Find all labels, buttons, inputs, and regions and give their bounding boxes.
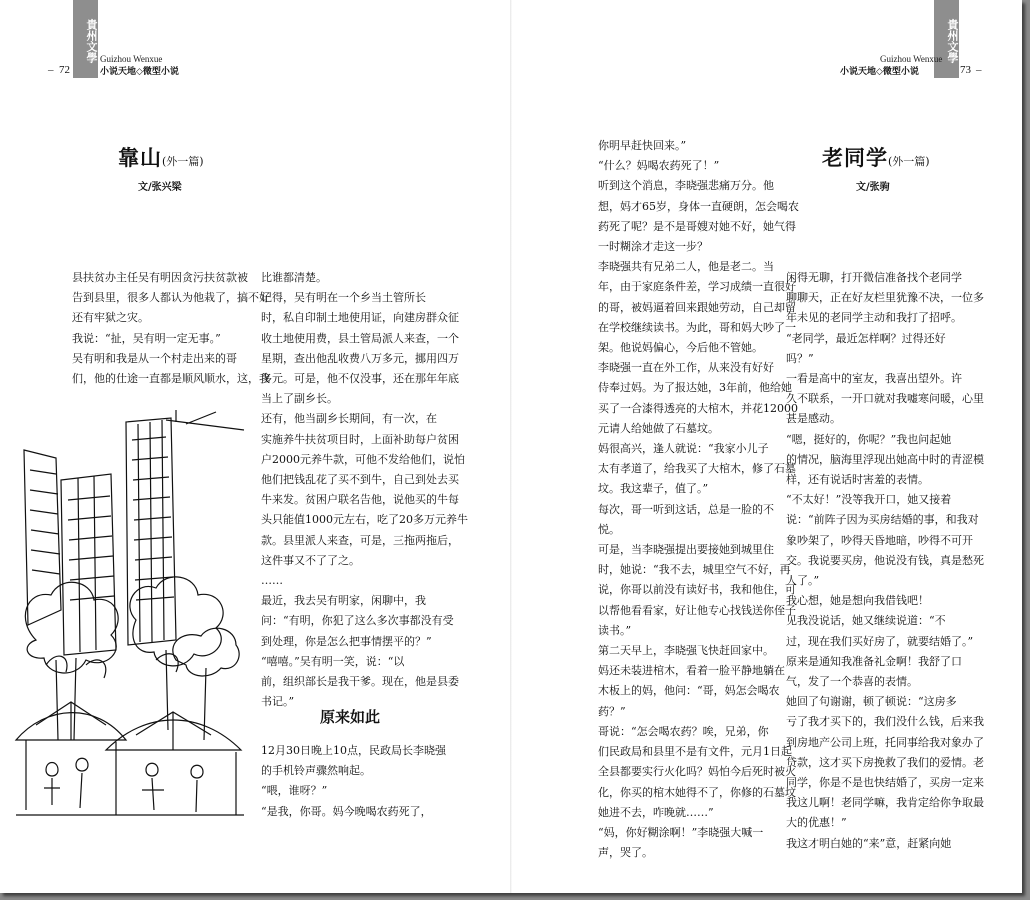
story-author: 文/张驹: [856, 182, 890, 193]
story-title-laotongxue: [822, 142, 930, 172]
text-line: 多元。可是，他不仅没事，还在那年年底: [261, 372, 459, 386]
text-line: 贷款，这才买下房挽救了我们的爱情。老: [786, 755, 984, 769]
text-line: 听到这个消息，李晓强悲痛万分。他: [598, 179, 774, 193]
text-line: 元请人给她做了石墓坟。: [598, 421, 719, 435]
text-line: 药死了呢？是不是哥嫂对她不好，她气得: [598, 219, 796, 233]
text-line: 妈还未装进棺木，看着一脸平静地躺在: [598, 664, 785, 678]
text-line: 他们把钱乱花了买不到牛，自己到处去买: [261, 473, 459, 487]
city-sketch-illustration: [16, 410, 244, 820]
text-line: 时，她说：“我不去，城里空气不好，再: [598, 563, 791, 577]
text-line: 告到县里，很多人都认为他栽了，搞不好: [72, 291, 270, 305]
text-line: “嗯，挺好的，你呢？”我也问起她: [786, 432, 952, 446]
magazine-name-en-right: Guizhou Wenxue: [880, 54, 943, 64]
text-line: 到房地产公司上班，托同事给我对象办了: [786, 735, 984, 749]
text-line: “不太好！”没等我开口，她又接着: [786, 493, 952, 507]
text-line: 李晓强共有兄弟二人，他是老二。当: [598, 260, 774, 274]
text-column-3: [598, 136, 799, 863]
text-line: 我这儿啊！老同学嘛，我肯定给你争取最: [786, 796, 984, 810]
text-line: 们民政局和县里不是有文件，元月1日起: [598, 745, 792, 759]
text-line: 木板上的妈，他问：“哥，妈怎会喝农: [598, 684, 780, 698]
text-line: 交。我说要买房，他说没有钱，真是愁死: [786, 553, 984, 567]
text-line: 的情况，脑海里浮现出她高中时的青涩模: [786, 452, 984, 466]
story-author: 文/张兴梁: [138, 182, 182, 193]
text-line: 书记。”: [261, 695, 295, 709]
text-line: 买了一合漆得透亮的大棺木，并花12000: [598, 401, 798, 415]
magazine-name-en-left: Guizhou Wenxue: [100, 54, 163, 64]
text-line: 当上了副乡长。: [261, 392, 338, 406]
text-line: 样，还有说话时害羞的表情。: [786, 473, 929, 487]
text-line: 悦。: [598, 522, 620, 536]
text-line: 我说：“扯，吴有明一定无事。”: [72, 331, 221, 345]
page-number-dash-left: –: [48, 64, 54, 76]
story-title-text: 老同学: [822, 145, 888, 170]
text-line: 收土地使用费，县土管局派人来查，一个: [261, 331, 459, 345]
text-line: 比谁都清楚。: [261, 271, 327, 284]
text-line: 她进不去，咋晚就……”: [598, 805, 714, 819]
text-line: 牛来发。贫困户联名告他，说他买的牛每: [261, 493, 459, 507]
text-line: “老同学，最近怎样啊？过得还好: [786, 331, 946, 345]
column-name-right: 小说天地◇微型小说: [840, 67, 919, 77]
text-line: 记得，吴有明在一个乡当土管所长: [261, 291, 426, 305]
text-line: “妈，你好糊涂啊！”李晓强大喊一: [598, 825, 764, 839]
text-line: 在学校继续读书。为此，哥和妈大吵了一: [598, 320, 796, 334]
page-number-dash-right: –: [976, 64, 982, 76]
text-line: 声，哭了。: [598, 846, 653, 860]
text-line: 年，由于家庭条件差，学习成绩一直很好: [598, 280, 796, 294]
text-line: 久不联系，一开口就对我嘘寒问暖，心里: [786, 392, 984, 406]
text-line: 的哥，被妈逼着回来跟她劳动，自己却留: [598, 300, 796, 314]
text-line: 哥说：“怎会喝农药？唉，兄弟，你: [598, 724, 769, 738]
text-line: 架。他说妈偏心，今后他不管她。: [598, 341, 763, 355]
text-column-2: [261, 268, 468, 712]
text-line: 最近，我去吴有明家，闲聊中，我: [261, 594, 426, 608]
text-line: 气，发了一个恭喜的表情。: [786, 675, 918, 689]
text-line: 人了。”: [786, 574, 820, 588]
text-line: 想，妈才65岁，身体一直硬朗，怎会喝农: [598, 199, 799, 213]
text-line: 们，他的仕途一直都是顺风顺水，这，我: [72, 372, 270, 386]
text-column-4: [786, 268, 984, 854]
text-line: 吴有明和我是从一个村走出来的哥: [72, 351, 237, 365]
text-line: 星期，查出他乱收费八万多元，挪用四万: [261, 351, 459, 365]
text-line: 款。县里派人来查，可是，三拖两拖后，: [261, 533, 459, 547]
text-line: 太有孝道了，给我买了大棺木，修了石墓: [598, 462, 796, 476]
text-line: 的手机铃声骤然响起。: [261, 764, 371, 778]
text-line: 还有牢狱之灾。: [72, 311, 149, 325]
text-line: 时，私自印制土地使用证，向建房群众征: [261, 311, 459, 325]
text-line: 同学，你是不是也快结婚了，买房一定来: [786, 776, 984, 790]
magazine-logo-left: 貴州文學: [85, 19, 98, 63]
text-line: ……: [261, 574, 283, 588]
text-line: 聊聊天，正在好友栏里犹豫不决，一位多: [786, 291, 984, 305]
story-title-kaoshan: [118, 142, 204, 172]
text-line: 象吵架了，吵得天昏地暗，吵得不可开: [786, 533, 973, 547]
text-line: 以帮他看看家，好让他专心找钱送你侄子: [598, 603, 796, 617]
text-line: 12月30日晚上10点，民政局长李晓强: [261, 744, 446, 757]
text-line: 还有，他当副乡长期间，有一次，在: [261, 412, 437, 426]
text-line: 头只能值1000元左右，吃了20多万元养牛: [261, 513, 468, 527]
text-line: “嘻嘻。”吴有明一笑，说：“以: [261, 654, 405, 668]
text-line: 全县都要实行火化吗？妈怕今后死时被火: [598, 765, 796, 779]
page-gutter: [510, 0, 512, 893]
story-title-yuanlairuci: 原来如此: [320, 708, 381, 726]
text-line: 见我没说话，她又继续说道：“不: [786, 614, 946, 628]
text-line: 说，你哥以前没有读好书，我和他住，可: [598, 583, 796, 597]
text-line: 第二天早上，李晓强飞快赶回家中。: [598, 644, 774, 658]
text-line: 可是，当李晓强提出要接她到城里住: [598, 543, 774, 557]
story-title-note: (外一篇): [888, 155, 930, 168]
text-line: 读书。”: [598, 623, 632, 637]
text-line: 她回了句谢谢，顿了顿说：“这房多: [786, 695, 957, 709]
page-number-left: 72: [59, 64, 70, 76]
story-title-text: 靠山: [118, 145, 162, 170]
text-line: 药？”: [598, 704, 626, 718]
text-line: 你明早赶快回来。”: [598, 139, 687, 152]
text-line: 每次，哥一听到这话，总是一脸的不: [598, 502, 774, 516]
text-line: 一时糊涂才走这一步？: [598, 240, 708, 254]
text-line: 坟。我这辈子，值了。”: [598, 482, 709, 496]
text-line: 李晓强一直在外工作，从来没有好好: [598, 361, 774, 375]
text-line: 说：“前阵子因为买房结婚的事，和我对: [786, 513, 979, 527]
text-column-1: [72, 268, 270, 389]
text-line: 化，你买的棺木她得不了，你修的石墓坟: [598, 785, 796, 799]
text-line: 过，现在我们买好房了，就要结婚了。”: [786, 634, 974, 648]
magazine-logo-right: 貴州文學: [946, 19, 959, 63]
text-column-2-story2: [261, 741, 446, 822]
text-line: 侍奉过妈。为了报达她，3年前，他给她: [598, 381, 792, 395]
text-line: 年未见的老同学主动和我打了招呼。: [786, 311, 962, 325]
text-line: 这件事又不了了之。: [261, 553, 360, 567]
column-name-left: 小说天地◇微型小说: [100, 67, 179, 77]
text-line: 问：“有明，你犯了这么多次事都没有受: [261, 614, 454, 628]
text-line: 闲得无聊，打开微信准备找个老同学: [786, 271, 962, 284]
text-line: 甚是感动。: [786, 412, 841, 426]
text-line: 到处理，你是怎么把事情摆平的？”: [261, 634, 432, 648]
magazine-tab-left: [73, 0, 98, 78]
page-number-right: 73: [960, 64, 971, 76]
text-line: 原来是通知我准备礼金啊！我舒了口: [786, 654, 962, 668]
text-line: “喂，谁呀？”: [261, 784, 328, 798]
text-line: 户2000元养牛款，可他不发给他们，说怕: [261, 452, 465, 466]
text-line: 我心想，她是想向我借钱吧！: [786, 594, 929, 608]
text-line: 一看是高中的室友，我喜出望外。许: [786, 372, 962, 386]
text-line: “是我，你哥。妈今晚喝农药死了，: [261, 804, 432, 818]
text-line: 妈很高兴，逢人就说：“我家小儿子: [598, 442, 769, 456]
text-line: 实施养牛扶贫项目时，上面补助每户贫困: [261, 432, 459, 446]
magazine-tab-right: [934, 0, 959, 78]
text-line: 大的优惠！”: [786, 816, 847, 830]
text-line: 我这才明白她的“来”意，赶紧向她: [786, 836, 952, 850]
text-line: “什么？妈喝农药死了！”: [598, 159, 720, 173]
text-line: 亏了我才买下的，我们没什么钱，后来我: [786, 715, 984, 729]
story-title-note: (外一篇): [162, 155, 204, 168]
text-line: 吗？”: [786, 351, 814, 365]
text-line: 县扶贫办主任吴有明因贪污扶贫款被: [72, 271, 248, 284]
text-line: 前，组织部长是我干爹。现在，他是县委: [261, 675, 459, 689]
